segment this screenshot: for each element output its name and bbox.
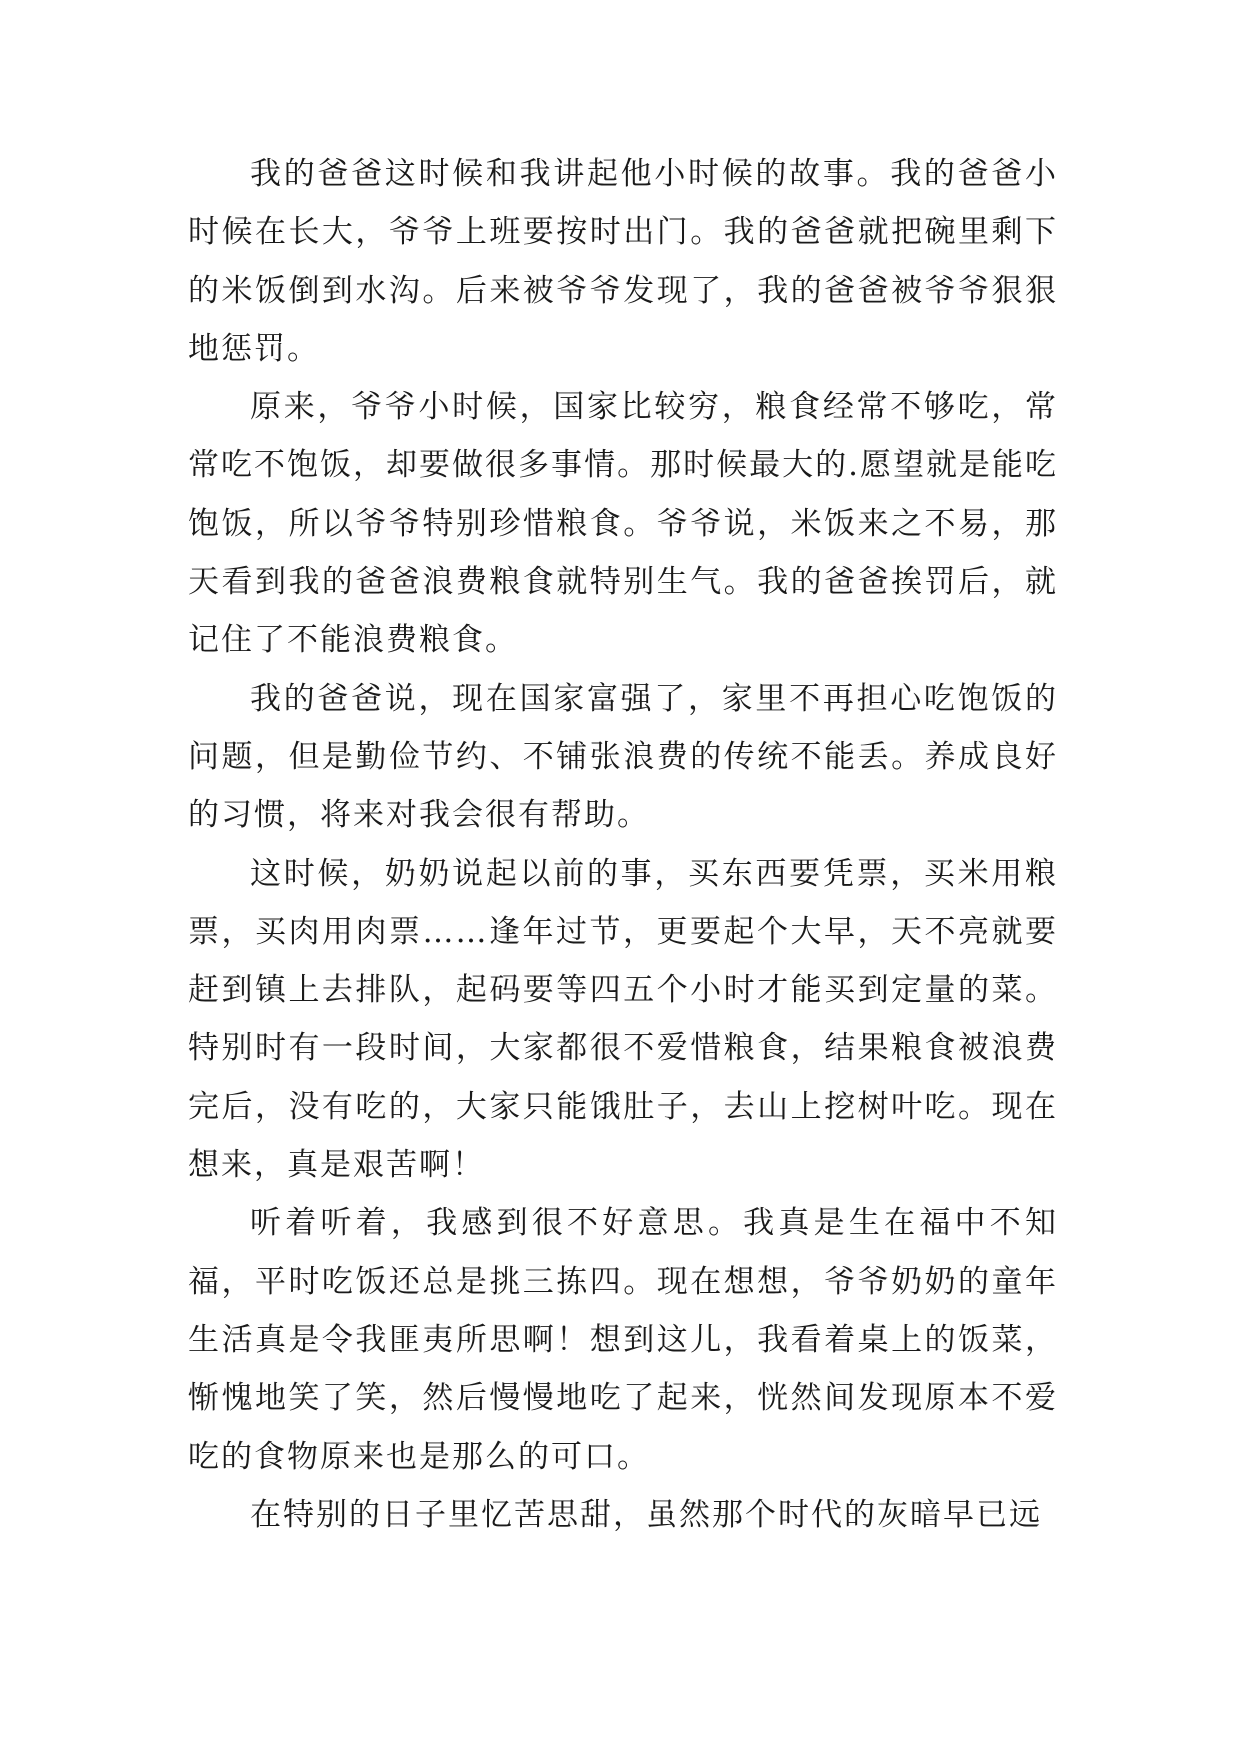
- paragraph-5: 听着听着，我感到很不好意思。我真是生在福中不知福，平时吃饭还总是挑三拣四。现在想想，爷爷奶奶的童年生活真是令我匪夷所思啊！想到这儿，我看着桌上的饭菜，惭愧地笑了笑，然后慢慢地吃了起来，恍然间发现原本不爱吃的食物原来也是那么的可口。: [188, 1205, 1058, 1475]
- paragraph-2: 原来，爷爷小时候，国家比较穷，粮食经常不够吃，常常吃不饱饭，却要做很多事情。那时候最大的.愿望就是能吃饱饭，所以爷爷特别珍惜粮食。爷爷说，米饭来之不易，那天看到我的爸爸浪费粮食就特别生气。我的爸爸挨罚后，就记住了不能浪费粮食。: [188, 389, 1058, 659]
- paragraph-6: 在特别的日子里忆苦思甜，虽然那个时代的灰暗早已远: [250, 1496, 1042, 1533]
- document-page: [188, 145, 1058, 1544]
- paragraph-3: 我的爸爸说，现在国家富强了，家里不再担心吃饱饭的问题，但是勤俭节约、不铺张浪费的传统不能丢。养成良好的习惯，将来对我会很有帮助。: [188, 680, 1058, 834]
- paragraph-4: 这时候，奶奶说起以前的事，买东西要凭票，买米用粮票，买肉用肉票……逢年过节，更要起个大早，天不亮就要赶到镇上去排队，起码要等四五个小时才能买到定量的菜。特别时有一段时间，大家都很不爱惜粮食，结果粮食被浪费完后，没有吃的，大家只能饿肚子，去山上挖树叶吃。现在想来，真是艰苦啊！: [188, 855, 1058, 1184]
- paragraph-1: 我的爸爸这时候和我讲起他小时候的故事。我的爸爸小时候在长大，爷爷上班要按时出门。我的爸爸就把碗里剩下的米饭倒到水沟。后来被爷爷发现了，我的爸爸被爷爷狠狠地惩罚。: [188, 156, 1058, 367]
